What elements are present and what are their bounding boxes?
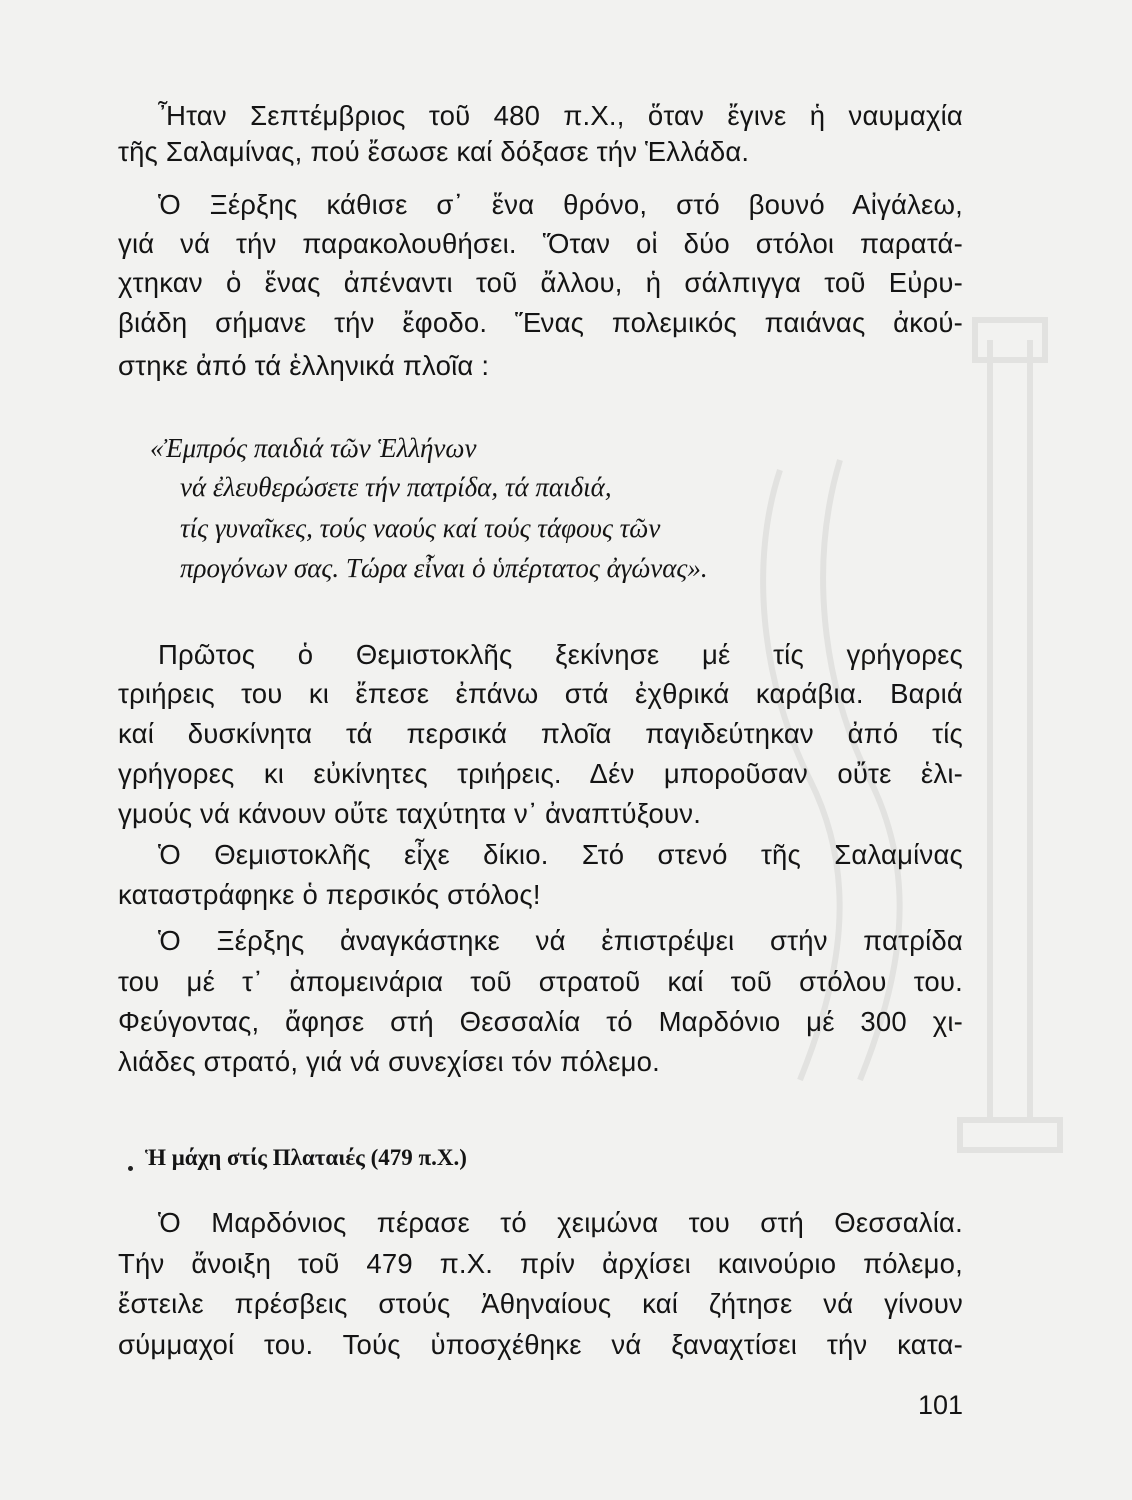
page-number: 101 [918, 1390, 964, 1420]
paragraph-6-line-2: Τήν ἄνοιξη τοῦ 479 π.Χ. πρίν ἀρχίσει καινούριο πόλεμο, [118, 1248, 963, 1279]
paragraph-5-line-1: Ὁ Ξέρξης ἀναγκάστηκε νά ἐπιστρέψει στήν πατρίδα [158, 925, 963, 956]
paragraph-2-line-1: Ὁ Ξέρξης κάθισε σ᾿ ἕνα θρόνο, στό βουνό Αἰγάλεω, [158, 189, 963, 220]
paragraph-3-line-3: καί δυσκίνητα τά περσικά πλοῖα παγιδεύτηκαν ἀπό τίς [118, 718, 963, 749]
paragraph-3-line-2: τριήρεις του κι ἔπεσε ἐπάνω στά ἐχθρικά καράβια. Βαριά [118, 678, 963, 709]
paragraph-2-line-3: χτηκαν ὁ ἕνας ἀπέναντι τοῦ ἄλλου, ἡ σάλπιγγα τοῦ Εὐρυ- [118, 267, 963, 298]
paragraph-2-line-5: στηκε ἀπό τά ἑλληνικά πλοῖα : [118, 350, 490, 381]
paragraph-2-line-4: βιάδη σήμανε τήν ἔφοδο. Ἕνας πολεμικός παιάνας ἀκού- [118, 307, 963, 338]
paragraph-6-line-3: ἔστειλε πρέσβεις στούς Ἀθηναίους καί ζήτησε νά γίνουν [118, 1288, 963, 1319]
section-heading: Ἡ μάχη στίς Πλαταιές (479 π.Χ.) [145, 1145, 467, 1170]
poem-line-4: προγόνων σας. Τώρα εἶναι ὁ ὑπέρτατος ἀγώνας». [180, 553, 708, 583]
paragraph-3-line-4: γρήγορες κι εὐκίνητες τριήρεις. Δέν μποροῦσαν οὔτε ἑλι- [118, 758, 963, 789]
paragraph-5-line-3: Φεύγοντας, ἄφησε στή Θεσσαλία τό Μαρδόνιο μέ 300 χι- [118, 1006, 963, 1037]
stray-dot [128, 1166, 133, 1171]
paragraph-6-line-1: Ὁ Μαρδόνιος πέρασε τό χειμώνα του στή Θεσσαλία. [158, 1207, 963, 1238]
paragraph-5-line-2: του μέ τ᾿ ἀπομεινάρια τοῦ στρατοῦ καί τοῦ στόλου του. [118, 966, 963, 997]
paragraph-4-line-2: καταστράφηκε ὁ περσικός στόλος! [118, 879, 541, 910]
paragraph-1-line-1: Ἦταν Σεπτέμβριος τοῦ 480 π.Χ., ὅταν ἔγινε ἡ ναυμαχία [158, 100, 963, 131]
paragraph-6-line-4: σύμμαχοί του. Τούς ὑποσχέθηκε νά ξαναχτίσει τήν κατα- [118, 1329, 963, 1360]
paragraph-4-line-1: Ὁ Θεμιστοκλῆς εἶχε δίκιο. Στό στενό τῆς Σαλαμίνας [158, 839, 963, 870]
poem-line-1: «Ἐμπρός παιδιά τῶν Ἑλλήνων [150, 433, 477, 463]
poem-line-3: τίς γυναῖκες, τούς ναούς καί τούς τάφους τῶν [180, 513, 661, 543]
paragraph-5-line-4: λιάδες στρατό, γιά νά συνεχίσει τόν πόλεμο. [118, 1046, 660, 1077]
paragraph-3-line-5: γμούς νά κάνουν οὔτε ταχύτητα ν᾿ ἀναπτύξουν. [118, 798, 702, 829]
paragraph-1-line-2: τῆς Σαλαμίνας, πού ἔσωσε καί δόξασε τήν Ἑλλάδα. [118, 136, 750, 167]
paragraph-3-line-1: Πρῶτος ὁ Θεμιστοκλῆς ξεκίνησε μέ τίς γρήγορες [158, 639, 963, 670]
poem-line-2: νά ἐλευθερώσετε τήν πατρίδα, τά παιδιά, [180, 472, 612, 502]
paragraph-2-line-2: γιά νά τήν παρακολουθήσει. Ὅταν οἱ δύο στόλοι παρατά- [118, 228, 963, 259]
